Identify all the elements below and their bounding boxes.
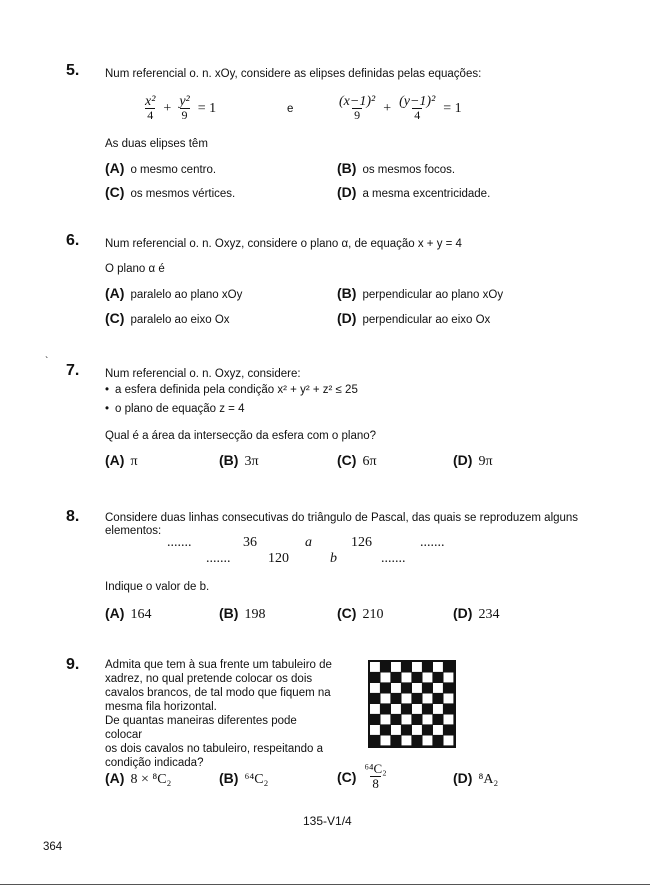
chessboard-light-square [433,725,443,735]
pascal-row-1-value-1: 36 [243,535,257,550]
chessboard-light-square [423,715,433,725]
chessboard-light-square [423,694,433,704]
q8-option-d[interactable]: (D) 234 [453,605,500,622]
chessboard-light-square [370,662,380,672]
chessboard-light-square [412,725,422,735]
question-8-stem: Indique o valor de b. [105,581,210,593]
chessboard-light-square [433,704,443,714]
chessboard-light-square [444,715,454,725]
footer-code: 135-V1/4 [303,814,352,828]
chessboard-light-square [433,662,443,672]
footer-divider [0,884,650,885]
pascal-row-1-dots-right: ....... [420,535,445,550]
q8-option-a[interactable]: (A) 164 [105,605,152,622]
question-8-prompt-line-1: Considere duas linhas consecutivas do triângulo de Pascal, das quais se reproduzem alguns [105,512,579,524]
ellipse-equation-2: $\frac{\text{(x−1)²}}{9}$ + $\frac{\text{(y−1)²}}{4}$ = 1 [339,94,462,122]
question-8-prompt-line-2: elementos: [105,525,162,537]
chessboard-light-square [381,694,391,704]
q6-option-d[interactable]: (D) perpendicular ao eixo Ox [337,310,491,326]
chessboard-light-square [391,704,401,714]
chessboard-light-square [370,683,380,693]
q6-option-c[interactable]: (C) paralelo ao eixo Ox [105,310,230,326]
q5-option-b[interactable]: (B) os mesmos focos. [337,160,456,176]
q8-option-c[interactable]: (C) 210 [337,605,384,622]
chessboard-light-square [444,736,454,746]
question-5-prompt: Num referencial o. n. xOy, considere as elipses definidas pelas equações: [105,68,482,80]
chessboard-light-square [381,736,391,746]
q9-line: condição indicada? [105,757,204,769]
q6-option-a[interactable]: (A) paralelo ao plano xOy [105,285,243,301]
chessboard-light-square [402,694,412,704]
question-7-bullet-2: • o plano de equação z = 4 [105,403,245,415]
question-5-number: 5. [66,62,80,79]
eq2-term2: $\frac{\text{(y−1)²}}{4}$ [399,94,436,122]
ellipse-equation-1: $\frac{\text{x²}}{4}$ + $\frac{\text{y²}}{9}$ = 1 [145,94,217,122]
chessboard-light-square [381,673,391,683]
chessboard-light-square [370,704,380,714]
question-6-prompt: Num referencial o. n. Oxyz, considere o plano α, de equação x + y = 4 [105,238,462,250]
margin-mark: ` [45,356,49,367]
q9-option-a[interactable]: (A) 8 × ⁸C₂ [105,770,172,787]
q9-option-c[interactable]: (C) $\frac{\text{⁶⁴C₂}}{8}$ [337,761,387,791]
pascal-row-1-value-a: a [305,535,312,550]
q9-line: De quantas maneiras diferentes pode colocar [105,715,297,741]
chessboard-light-square [402,673,412,683]
pascal-row-1-value-3: 126 [351,535,372,550]
q7-option-c[interactable]: (C) 6π [337,452,377,469]
q9-line: Admita que tem à sua frente um tabuleiro de [105,659,332,671]
q9-line: os dois cavalos no tabuleiro, respeitando a [105,743,324,755]
eq2-term1: $\frac{\text{(x−1)²}}{9}$ [339,94,376,122]
chessboard-light-square [402,715,412,725]
q9-option-c-fraction: $\frac{\text{⁶⁴C₂}}{8}$ [364,761,387,791]
q9-line: xadrez, no qual pretende colocar os dois [105,673,313,685]
q5-option-c[interactable]: (C) os mesmos vértices. [105,184,236,200]
pascal-row-2-value-1: 120 [268,551,289,566]
q6-option-b[interactable]: (B) perpendicular ao plano xOy [337,285,504,301]
chessboard-light-square [412,662,422,672]
chessboard-image [368,660,456,748]
pascal-row-2-value-b: b [330,551,337,566]
pascal-row-2-dots-left: ....... [206,551,231,566]
eq1-term2: $\frac{\text{y²}}{9}$ [179,94,190,122]
chessboard-light-square [423,736,433,746]
question-7-stem: Qual é a área da intersecção da esfera com o plano? [105,430,377,442]
q5-option-d[interactable]: (D) a mesma excentricidade. [337,184,491,200]
question-7-prompt: Num referencial o. n. Oxyz, considere: [105,368,301,380]
chessboard-light-square [391,725,401,735]
q9-line: cavalos brancos, de tal modo que fiquem na [105,687,331,699]
q5-option-a[interactable]: (A) o mesmo centro. [105,160,217,176]
pascal-row-1-dots-left: ....... [167,535,192,550]
question-6-number: 6. [66,232,80,249]
chessboard-light-square [381,715,391,725]
chessboard-light-square [402,736,412,746]
chessboard-light-square [391,683,401,693]
question-9-text [105,658,335,770]
question-7-bullet-1: • a esfera definida pela condição x² + y² + z² ≤ 25 [105,384,358,396]
chessboard-light-square [444,673,454,683]
page-number: 364 [43,841,63,853]
q7-option-d[interactable]: (D) 9π [453,452,493,469]
question-5-stem: As duas elipses têm [105,138,208,150]
conjunction-e: e [287,103,294,115]
q9-line: mesma fila horizontal. [105,701,217,713]
question-8-number: 8. [66,508,80,525]
chessboard-light-square [433,683,443,693]
question-9-number: 9. [66,656,80,673]
q9-option-d[interactable]: (D) ⁸A₂ [453,770,499,787]
pascal-row-2-dots-right: ....... [381,551,406,566]
q9-option-b[interactable]: (B) ⁶⁴C₂ [219,770,269,787]
chessboard-light-square [391,662,401,672]
question-6-stem: O plano α é [105,263,165,275]
chessboard-light-square [444,694,454,704]
question-7-number: 7. [66,362,80,379]
chessboard-light-square [423,673,433,683]
chessboard-light-square [412,683,422,693]
chessboard-light-square [370,725,380,735]
q7-option-a[interactable]: (A) π [105,452,138,469]
q8-option-b[interactable]: (B) 198 [219,605,266,622]
eq1-term1: $\frac{\text{x²}}{4}$ [145,94,156,122]
chessboard-light-square [412,704,422,714]
q7-option-b[interactable]: (B) 3π [219,452,259,469]
